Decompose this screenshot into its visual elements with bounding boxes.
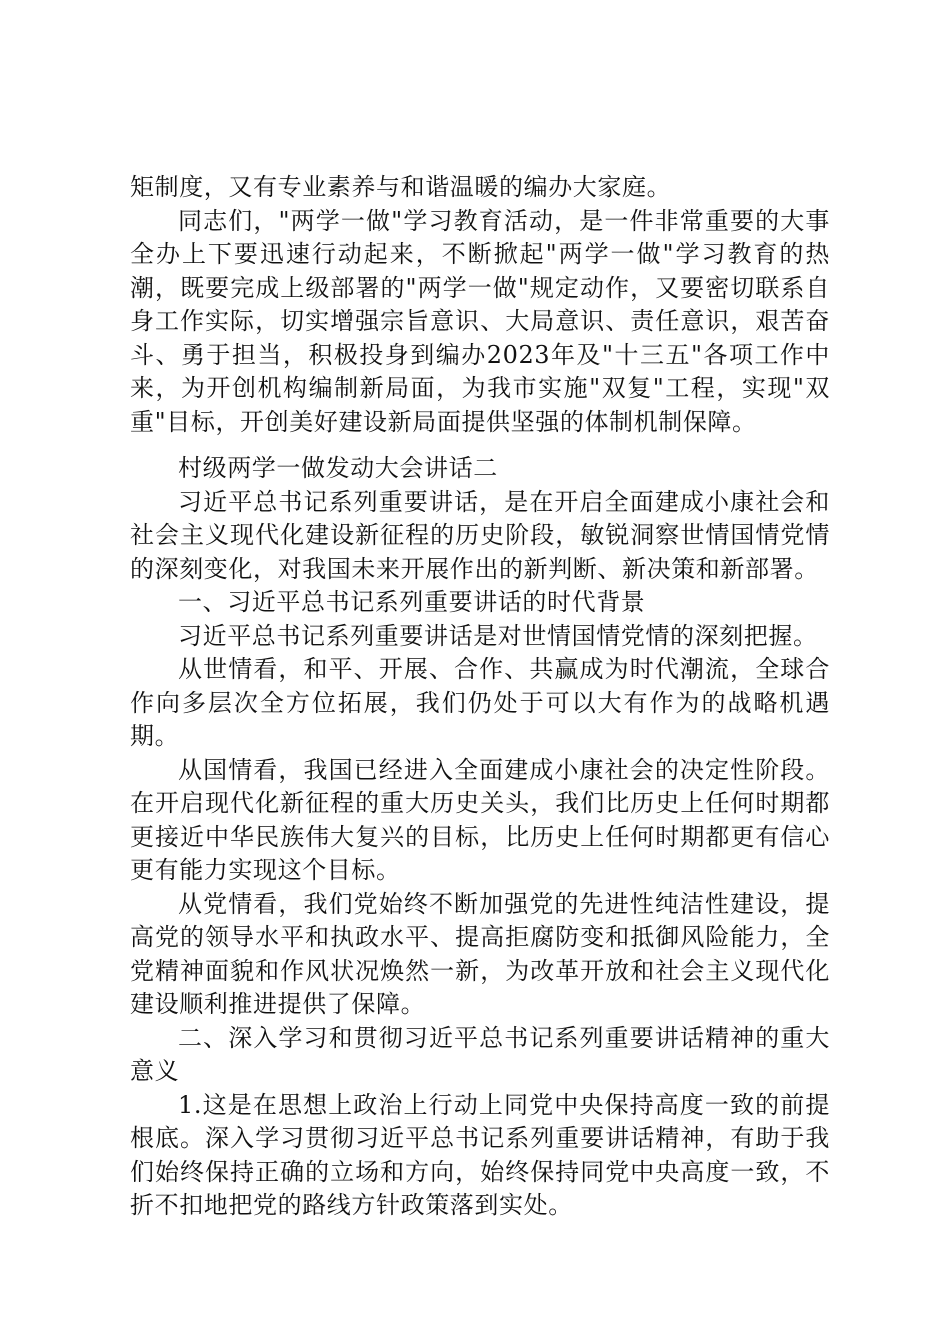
section-one (130, 171, 830, 439)
paragraph-point-one: 1.这是在思想上政治上行动上同党中央保持高度一致的前提根底。深入学习贯彻习近平总书记系列重要讲话精神，有助于我们始终保持正确的立场和方向，始终保持同党中央高度一致，不折不扣地把党的路线方针政策落到实处。 (130, 1090, 830, 1219)
heading-background: 一、习近平总书记系列重要讲话的时代背景 (178, 588, 646, 616)
speech-title: 村级两学一做发动大会讲话二 (178, 454, 498, 482)
paragraph-party: 从党情看，我们党始终不断加强党的先进性纯洁性建设，提高党的领导水平和执政水平、提高拒腐防变和抵御风险能力，全党精神面貌和作风状况焕然一新，为改革开放和社会主义现代化建设顺利推进提供了保障。 (130, 889, 830, 1018)
paragraph-continuation: 矩制度，又有专业素养与和谐温暖的编办大家庭。 (130, 173, 672, 201)
paragraph-grasp: 习近平总书记系列重要讲话是对世情国情党情的深刻把握。 (178, 621, 818, 650)
paragraph-call-to-action: 同志们，"两学一做"学习教育活动，是一件非常重要的大事全办上下要迅速行动起来，不断掀起"两学一做"学习教育的热潮，既要完成上级部署的"两学一做"规定动作，又要密切联系自身工作实际，切实增强宗旨意识、大局意识、责任意识，艰苦奋斗、勇于担当，积极投身到编办2023年及"十三五"各项工作中来，为开创机构编制新局面，为我市实施"双复"工程，实现"双重"目标，开创美好建设新局面提供坚强的体制机制保障。 (130, 206, 830, 436)
paragraph-nation: 从国情看，我国已经进入全面建成小康社会的决定性阶段。在开启现代化新征程的重大历史关头，我们比历史上任何时期都更接近中华民族伟大复兴的目标，比历史上任何时期都更有信心更有能力实现这个目标。 (130, 755, 830, 884)
section-two (130, 452, 830, 1223)
heading-significance: 二、深入学习和贯彻习近平总书记系列重要讲话精神的重大意义 (130, 1023, 830, 1085)
paragraph-intro: 习近平总书记系列重要讲话，是在开启全面建成小康社会和社会主义现代化建设新征程的历史阶段，敏锐洞察世情国情党情的深刻变化，对我国未来开展作出的新判断、新决策和新部署。 (130, 487, 830, 583)
paragraph-world: 从世情看，和平、开展、合作、共赢成为时代潮流，全球合作向多层次全方位拓展，我们仍处于可以大有作为的战略机遇期。 (130, 655, 830, 750)
